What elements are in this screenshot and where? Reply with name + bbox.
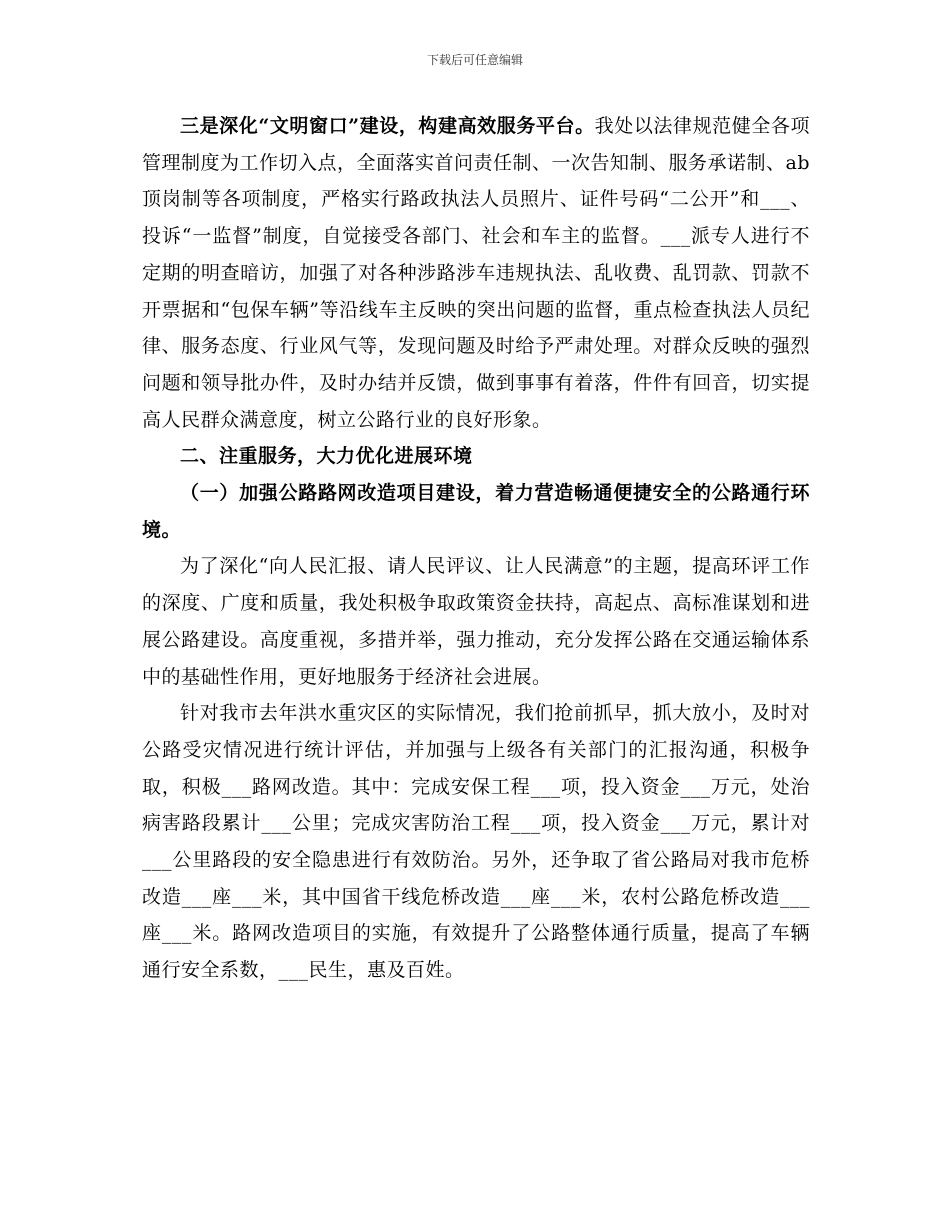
section-heading: 二、注重服务，大力优化进展环境: [180, 445, 473, 468]
subsection-heading: （一）加强公路路网改造项目建设，着力营造畅通便捷安全的公路通行环境。: [142, 482, 810, 541]
document-body: [142, 108, 810, 989]
page-header: 下载后可任意编辑: [426, 53, 523, 67]
paragraph-flood-recovery: 针对我市去年洪水重灾区的实际情况，我们抢前抓早，抓大放小，及时对公路受灾情况进行统计评估，并加强与上级各有关部门的汇报沟通，积极争取，积极___路网改造。其中：完成安保工程___项，投入资金___万元，处治病害路段累计___公里；完成灾害防治工程___项，投入资金___万元，累计对___公里路段的安全隐患进行有效防治。另外，还争取了省公路局对我市危桥改造___座___米，其中国省干线危桥改造___座___米，农村公路危桥改造___座___米。路网改造项目的实施，有效提升了公路整体通行质量，提高了车辆通行安全系数，___民生，惠及百姓。: [142, 702, 810, 982]
paragraph-civilized-window: [142, 108, 810, 438]
paragraph-body-text: 我处以法律规范健全各项管理制度为工作切入点，全面落实首问责任制、一次告知制、服务承诺制、ab顶岗制等各项制度，严格实行路政执法人员照片、证件号码“二公开”和___、投诉“一监督”制度，自觉接受各部门、社会和车主的监督。___派专人进行不定期的明查暗访，加强了对各种涉路涉车违规执法、乱收费、乱罚款、罚款不开票据和“包保车辆”等沿线车主反映的突出问题的监督，重点检查执法人员纪律、服务态度、行业风气等，发现问题及时给予严肃处理。对群众反映的强烈问题和领导批办件，及时办结并反馈，做到事事有着落，件件有回音，切实提高人民群众满意度，树立公路行业的良好形象。: [142, 115, 810, 431]
paragraph-service-theme: 为了深化“向人民汇报、请人民评议、让人民满意”的主题，提高环评工作的深度、广度和质量，我处积极争取政策资金扶持，高起点、高标准谋划和进展公路建设。高度重视，多措并举，强力推动，充分发挥公路在交通运输体系中的基础性作用，更好地服务于经济社会进展。: [142, 555, 810, 688]
paragraph-lead-heading: 三是深化“文明窗口”建设，构建高效服务平台。: [180, 115, 595, 137]
